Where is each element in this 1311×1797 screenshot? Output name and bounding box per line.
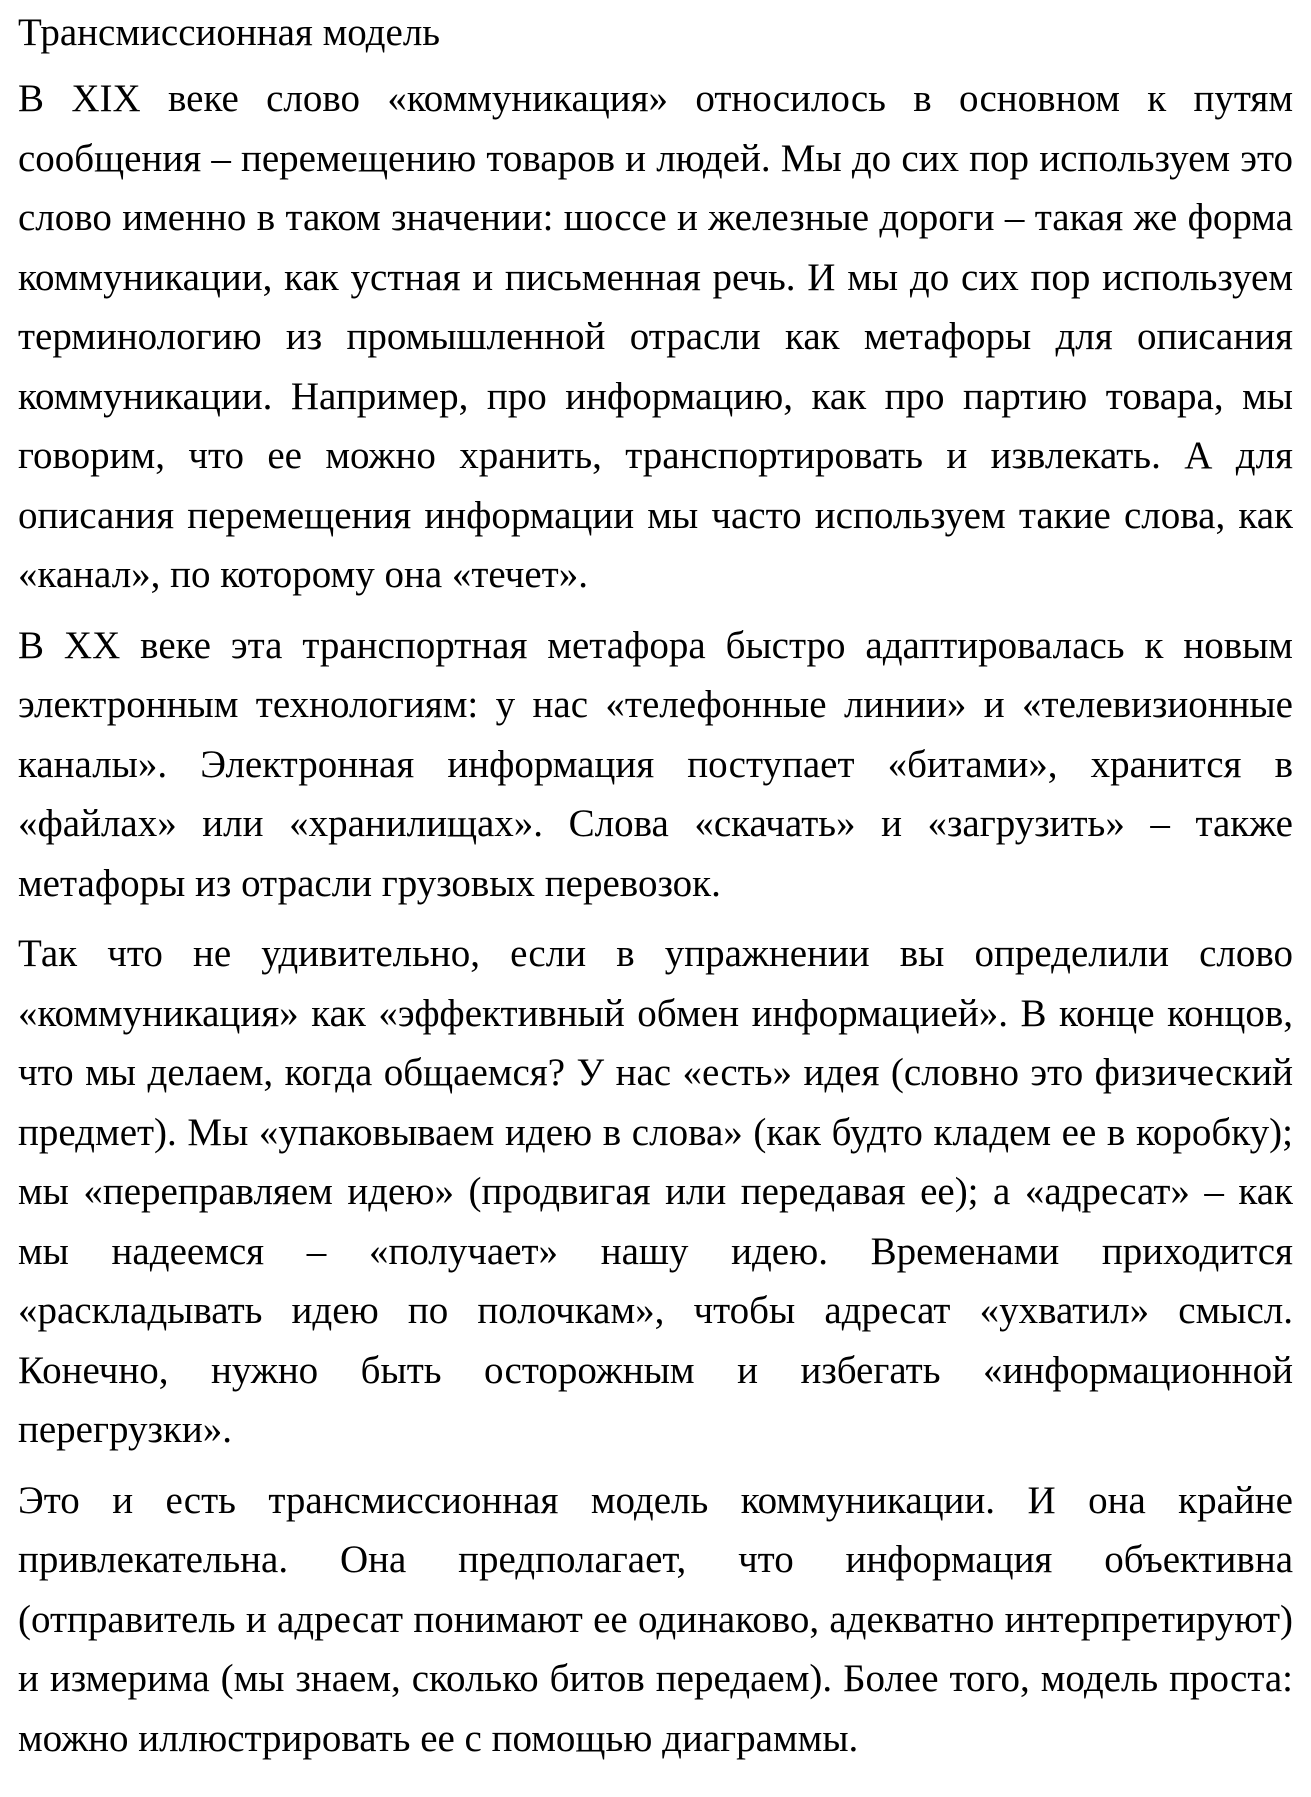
document-page: [18, 8, 1293, 1779]
paragraph-1: В XIX веке слово «коммуникация» относилось в основном к путям сообщения – перемещению товаров и людей. Мы до сих пор используем это слово именно в таком значении: шоссе и железные дороги – такая же форма коммуникации, как устная и письменная речь. И мы до сих пор используем терминологию из промышленной отрасли как метафоры для описания коммуникации. Например, про информацию, как про партию товара, мы говорим, что ее можно хранить, транспортировать и извлекать. А для описания перемещения информации мы часто используем такие слова, как «канал», по которому она «течет».: [18, 77, 1293, 596]
paragraph-2: В XX веке эта транспортная метафора быстро адаптировалась к новым электронным технологиям: у нас «телефонные линии» и «телевизионные каналы». Электронная информация поступает «битами», хранится в «файлах» или «хранилищах». Слова «скачать» и «загрузить» – также метафоры из отрасли грузовых перевозок.: [18, 623, 1293, 905]
document-title: Трансмиссионная модель: [18, 11, 441, 54]
paragraph-4: Это и есть трансмиссионная модель коммуникации. И она крайне привлекательна. Она предполагает, что информация объективна (отправитель и адресат понимают ее одинаково, адекватно интерпретируют) и измерима (мы знаем, сколько битов передаем). Более того, модель проста: можно иллюстрировать ее с помощью диаграммы.: [18, 1478, 1293, 1760]
paragraph-3: Так что не удивительно, если в упражнении вы определили слово «коммуникация» как «эффективный обмен информацией». В конце концов, что мы делаем, когда общаемся? У нас «есть» идея (словно это физический предмет). Мы «упаковываем идею в слова» (как будто кладем ее в коробку); мы «переправляем идею» (продвигая или передавая ее); а «адресат» – как мы надеемся – «получает» нашу идею. Временами приходится «раскладывать идею по полочкам», чтобы адресат «ухватил» смысл. Конечно, нужно быть осторожным и избегать «информационной перегрузки».: [18, 932, 1293, 1451]
